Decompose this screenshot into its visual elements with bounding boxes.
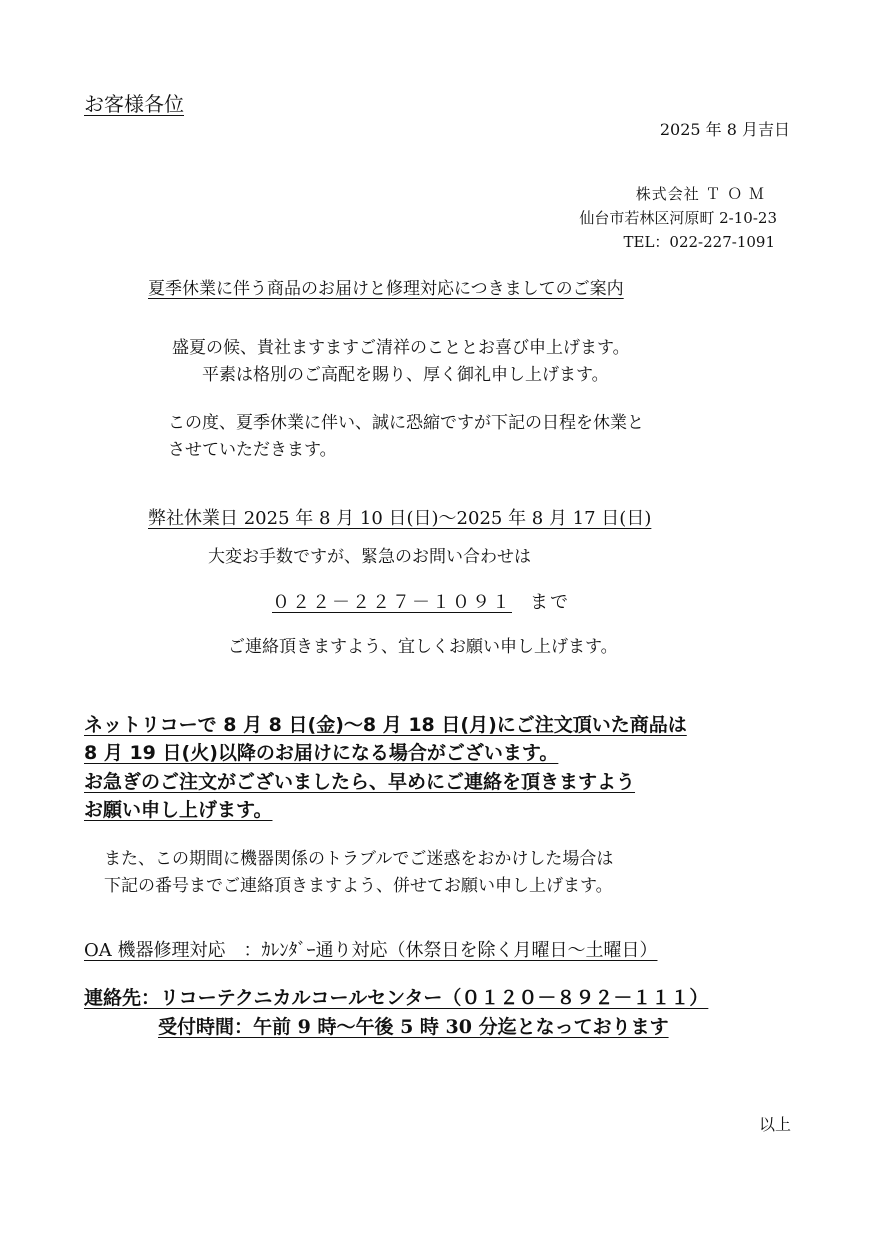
sender-tel: TEL：022-227-1091 [623, 233, 775, 251]
closing-mark: 以上 [758, 1115, 791, 1134]
emergency-contact-intro: 大変お手数ですが、緊急のお問い合わせは [208, 547, 531, 567]
repair-service-hours: OA 機器修理対応 ：ｶﾚﾝﾀﾞｰ通り対応（休祭日を除く月曜日～土曜日） [84, 940, 658, 961]
delivery-line-1: ネットリコーで 8 月 8 日(金)～8 月 18 日(月)にご注文頂いた商品は [84, 714, 687, 736]
emergency-phone-line [272, 588, 570, 614]
notice-line-1: この度、夏季休業に伴い、誠に恐縮ですが下記の日程を休業と [168, 413, 644, 433]
emergency-phone-number: ０２２－２２７－１０９１ [272, 592, 512, 613]
repair-reception-hours: 受付時間：午前 9 時～午後 5 時 30 分迄となっております [158, 1016, 669, 1038]
document-date: 2025 年 8 月吉日 [659, 120, 790, 139]
delivery-line-2: 8 月 19 日(火)以降のお届けになる場合がございます。 [84, 742, 559, 764]
trouble-line-1: また、この期間に機器関係のトラブルでご迷惑をおかけした場合は [104, 849, 614, 869]
holiday-period: 弊社休業日 2025 年 8 月 10 日(日)～2025 年 8 月 17 日(日) [148, 508, 652, 529]
sender-company: 株式会社 Ｔ Ｏ Ｍ [635, 185, 765, 203]
salutation: お客様各位 [84, 92, 184, 116]
emergency-phone-suffix: まで [530, 592, 570, 613]
notice-title: 夏季休業に伴う商品のお届けと修理対応につきましてのご案内 [148, 279, 624, 299]
delivery-line-4: お願い申し上げます。 [84, 799, 273, 821]
trouble-line-2: 下記の番号までご連絡頂きますよう、併せてお願い申し上げます。 [104, 876, 613, 896]
contact-request: ご連絡頂きますよう、宜しくお願い申し上げます。 [228, 637, 618, 657]
delivery-line-3: お急ぎのご注文がございましたら、早めにご連絡を頂きますよう [84, 771, 636, 793]
notice-line-2: させていただきます。 [168, 440, 337, 460]
greeting-line-1: 盛夏の候、貴社ますますご清祥のこととお喜び申上げます。 [172, 338, 630, 358]
sender-address: 仙台市若林区河原町 2-10-23 [579, 209, 777, 227]
greeting-line-2: 平素は格別のご高配を賜り、厚く御礼申し上げます。 [202, 365, 609, 385]
repair-contact-center: 連絡先：リコーテクニカルコールセンター（０１２０－８９２－１１１） [84, 987, 709, 1009]
